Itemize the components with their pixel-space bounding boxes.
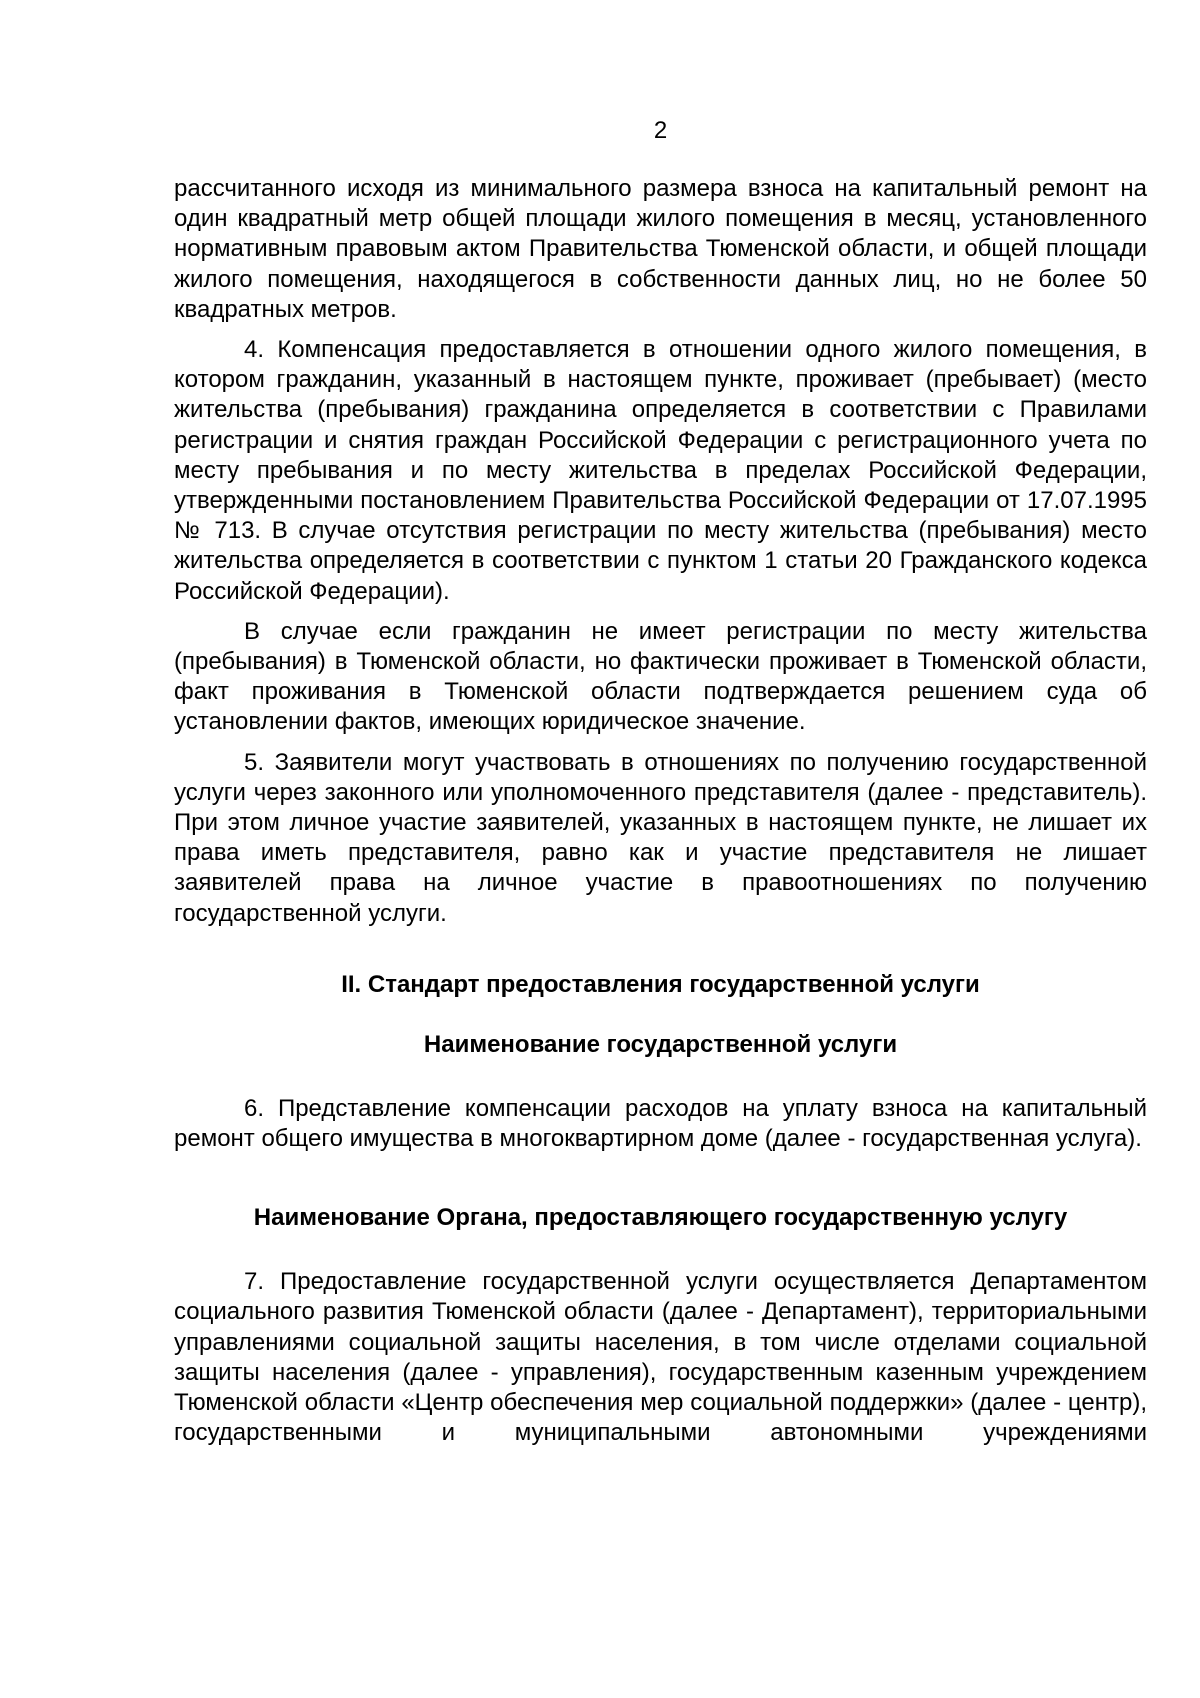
section-heading: II. Стандарт предоставления государственной услуги (341, 970, 980, 998)
paragraph-4: 4. Компенсация предоставляется в отношении одного жилого помещения, в котором гражданин, указанный в настоящем пункте, проживает (пребывает) (место жительства (пребывания) гражданина определяется в соответствии с Правилами регистрации и снятия граждан Российской Федерации с регистрационного учета по месту пребывания и по месту жительства в пределах Российской Федерации, утвержденными постановлением Правительства Российской Федерации от 17.07.1995 № 713. В случае отсутствия регистрации по месту жительства (пребывания) место жительства определяется в соответствии с пунктом 1 статьи 20 Гражданского кодекса Российской Федерации). (174, 336, 1147, 605)
subheading-authority: Наименование Органа, предоставляющего государственную услугу (253, 1204, 1068, 1232)
subheading-service-name: Наименование государственной услуги (423, 1030, 898, 1058)
paragraph-6: 6. Представление компенсации расходов на уплату взноса на капитальный ремонт общего имущества в многоквартирном доме (далее - государственная услуга). (174, 1094, 1147, 1153)
page-number: 2 (653, 117, 668, 144)
document-body (174, 174, 1147, 1449)
paragraph-5: 5. Заявители могут участвовать в отношениях по получению государственной услуги через законного или уполномоченного представителя (далее - представитель). При этом личное участие заявителей, указанных в настоящем пункте, не лишает их права иметь представителя, равно как и участие представителя не лишает заявителей права на личное участие в правоотношениях по получению государственной услуги. (174, 748, 1147, 927)
paragraph-continuation: рассчитанного исходя из минимального размера взноса на капитальный ремонт на один квадратный метр общей площади жилого помещения в месяц, установленного нормативным правовым актом Правительства Тюменской области, и общей площади жилого помещения, находящегося в собственности данных лиц, но не более 50 квадратных метров. (174, 175, 1147, 323)
paragraph-4-addendum: В случае если гражданин не имеет регистрации по месту жительства (пребывания) в Тюменской области, но фактически проживает в Тюменской области, факт проживания в Тюменской области подтверждается решением суда об установлении фактов, имеющих юридическое значение. (174, 617, 1147, 736)
paragraph-7: 7. Предоставление государственной услуги осуществляется Департаментом социального развития Тюменской области (далее - Департамент), территориальными управлениями социальной защиты населения, в том числе отделами социальной защиты населения (далее - управления), государственным казенным учреждением Тюменской области «Центр обеспечения мер социальной поддержки» (далее - центр), государственными и муниципальными автономными учреждениями (174, 1268, 1147, 1447)
